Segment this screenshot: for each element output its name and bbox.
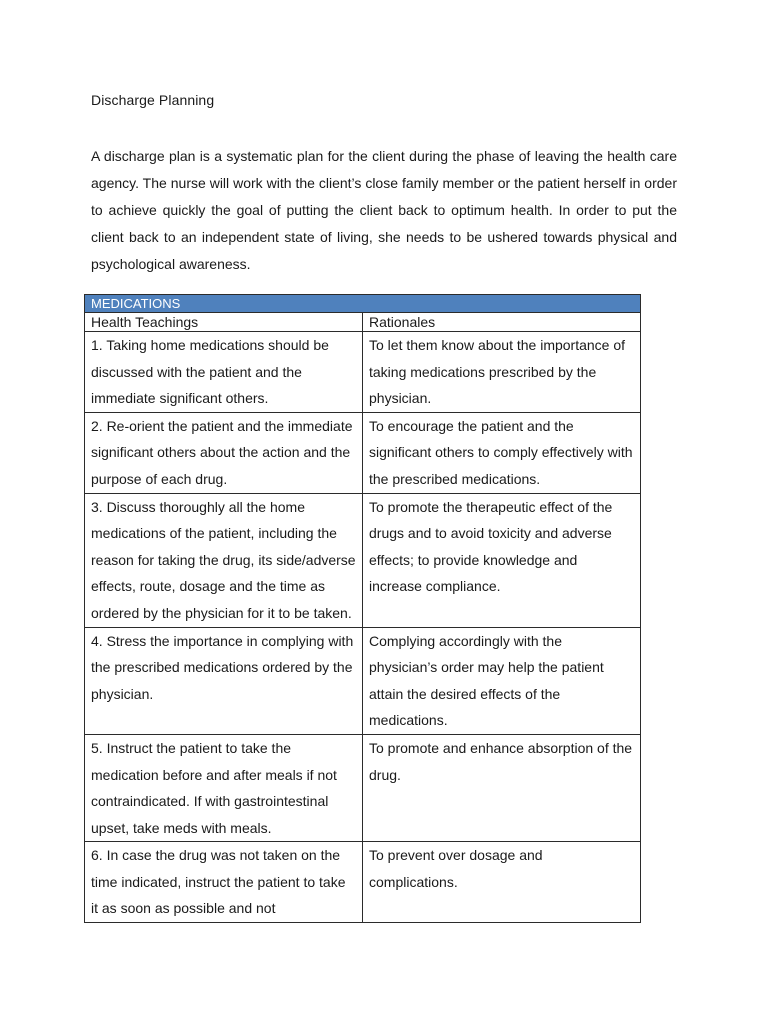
table-row (85, 412, 641, 493)
rationale-cell: To let them know about the importance of taking medications prescribed by the physician. (363, 332, 641, 413)
table-row (85, 842, 641, 923)
intro-paragraph: A discharge plan is a systematic plan for the client during the phase of leaving the health care agency. The nurse will work with the client’s close family member or the patient herself in order to achieve quickly the goal of putting the client back to optimum health. In order to put the client back to an independent state of living, she needs to be ushered towards physical and psychological awareness. (91, 148, 677, 272)
section-title: MEDICATIONS (85, 295, 641, 313)
teaching-cell: 2. Re-orient the patient and the immediate significant others about the action and the purpose of each drug. (85, 412, 363, 493)
rationale-cell: To encourage the patient and the significant others to comply effectively with the prescribed medications. (363, 412, 641, 493)
medications-table (84, 294, 641, 923)
column-header-teachings: Health Teachings (85, 313, 363, 332)
document-title: Discharge Planning (91, 92, 215, 108)
teaching-cell: 4. Stress the importance in complying with the prescribed medications ordered by the physician. (85, 627, 363, 734)
teaching-cell: 5. Instruct the patient to take the medication before and after meals if not contraindicated. If with gastrointestinal upset, take meds with meals. (85, 734, 363, 841)
column-header-rationales: Rationales (363, 313, 641, 332)
rationale-cell: Complying accordingly with the physician’s order may help the patient attain the desired effects of the medications. (363, 627, 641, 734)
rationale-cell: To promote the therapeutic effect of the drugs and to avoid toxicity and adverse effects; to provide knowledge and increase compliance. (363, 493, 641, 627)
table-row (85, 332, 641, 413)
table-header-row (85, 313, 641, 332)
table-row (85, 493, 641, 627)
teaching-cell: 1. Taking home medications should be discussed with the patient and the immediate significant others. (85, 332, 363, 413)
teaching-cell: 6. In case the drug was not taken on the time indicated, instruct the patient to take it as soon as possible and not (85, 842, 363, 923)
teaching-cell: 3. Discuss thoroughly all the home medications of the patient, including the reason for taking the drug, its side/adverse effects, route, dosage and the time as ordered by the physician for it to be taken. (85, 493, 363, 627)
rationale-cell: To prevent over dosage and complications. (363, 842, 641, 923)
table-row (85, 627, 641, 734)
rationale-cell: To promote and enhance absorption of the drug. (363, 734, 641, 841)
table-section-row (85, 295, 641, 313)
table-row (85, 734, 641, 841)
